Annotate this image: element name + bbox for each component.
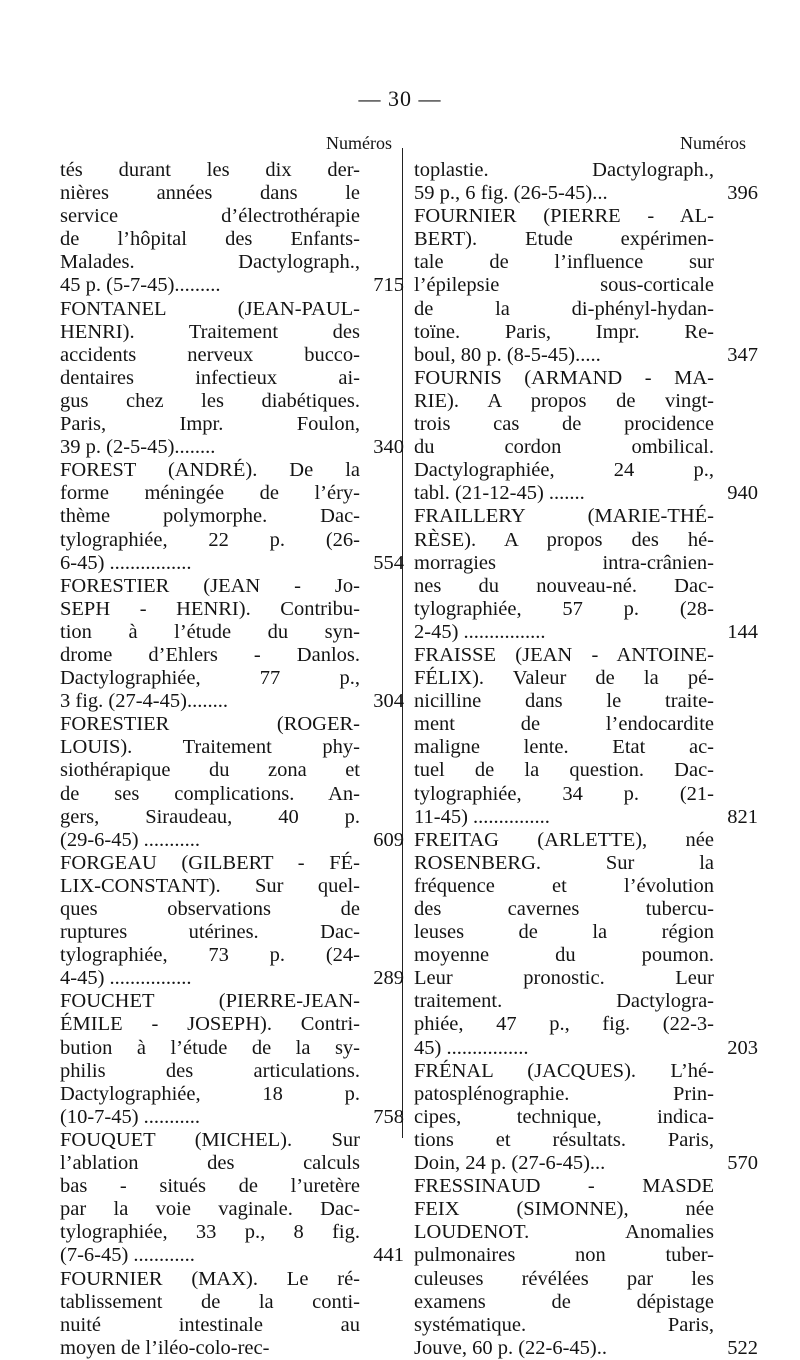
entry-line: FRÉNAL (JACQUES). L’hé- — [414, 1059, 714, 1082]
entry-line: ruptures utérines. Dac- — [60, 921, 360, 944]
entry-number: 340 — [373, 436, 404, 459]
entry-number: 347 — [727, 343, 758, 366]
entry-line: leuses de la région — [414, 921, 714, 944]
entry-line: tés durant les dix der- — [60, 159, 360, 181]
entry-line: FRESSINAUD - MASDE — [414, 1175, 714, 1198]
entry-line: 45) ................ — [414, 1036, 529, 1059]
right-column — [414, 133, 758, 1360]
entry-line: Dactylographiée, 18 p. — [60, 1082, 360, 1105]
entry-line: des cavernes tubercu- — [414, 898, 714, 920]
entry-line: tylographiée, 73 p. (24- — [60, 944, 360, 967]
entry-line: dentaires infectieux ai- — [60, 366, 360, 389]
entry-line: FOURNIER (MAX). Le ré- — [60, 1267, 360, 1290]
entry-line: FREITAG (ARLETTE), née — [414, 828, 714, 851]
entry-line: tuel de la question. Dac- — [414, 759, 714, 782]
entry-line: LIX-CONSTANT). Sur quel- — [60, 874, 360, 897]
entry-line: morragies intra-crânien- — [414, 551, 714, 574]
entry-line: nières années dans le — [60, 182, 360, 205]
index-entry — [414, 1175, 758, 1360]
entry-line: tion à l’étude du syn- — [60, 620, 360, 643]
entry-line: tablissement de la conti- — [60, 1290, 360, 1313]
entry-line: ROSENBERG. Sur la — [414, 851, 714, 874]
index-entry — [60, 851, 404, 991]
entry-line: 59 p., 6 fig. (26-5-45)... — [414, 182, 608, 205]
entry-line: service d’électrothérapie — [60, 205, 360, 228]
entry-line: FRAILLERY (MARIE-THÉ- — [414, 505, 714, 528]
entry-number: 758 — [373, 1105, 404, 1128]
entry-line: FOUCHET (PIERRE-JEAN- — [60, 990, 360, 1013]
index-entry — [60, 1128, 404, 1268]
left-column — [60, 133, 404, 1360]
entry-line: Jouve, 60 p. (22-6-45).. — [414, 1336, 608, 1359]
entry-line: (7-6-45) ............ — [60, 1244, 195, 1267]
entry-number: 940 — [727, 482, 758, 505]
page-number: — 30 — — [358, 86, 442, 111]
entry-line: nes du nouveau-né. Dac- — [414, 574, 714, 597]
entry-line: FORGEAU (GILBERT - FÉ- — [60, 851, 360, 874]
entry-line: pulmonaires non tuber- — [414, 1244, 714, 1267]
entry-line: moyen de l’iléo-colo-rec- — [60, 1336, 270, 1359]
entries — [60, 159, 404, 1360]
entry-line: l’ablation des calculs — [60, 1152, 360, 1175]
index-entry — [414, 828, 758, 1060]
entry-line: ment de l’endocardite — [414, 713, 714, 736]
index-entry — [60, 297, 404, 460]
entry-line: toplastie. Dactylograph., — [414, 159, 714, 181]
entry-line: FRAISSE (JEAN - ANTOINE- — [414, 643, 714, 666]
entry-line: nuité intestinale au — [60, 1313, 360, 1336]
entry-line: Dactylographiée, 77 p., — [60, 667, 360, 690]
entry-number: 304 — [373, 690, 404, 713]
entry-line: siothérapique du zona et — [60, 759, 360, 782]
entry-line: Leur pronostic. Leur — [414, 967, 714, 990]
entry-line: 11-45) ............... — [414, 805, 550, 828]
index-entry — [414, 159, 758, 205]
entry-line: ÉMILE - JOSEPH). Contri- — [60, 1013, 360, 1036]
entry-number: 441 — [373, 1244, 404, 1267]
entry-line: toïne. Paris, Impr. Re- — [414, 320, 714, 343]
entry-line: phiée, 47 p., fig. (22-3- — [414, 1013, 714, 1036]
entry-line: FORESTIER (ROGER- — [60, 713, 360, 736]
entry-line: par la voie vaginale. Dac- — [60, 1198, 360, 1221]
entry-line: 2-45) ................ — [414, 620, 546, 643]
entry-line: l’épilepsie sous-corticale — [414, 274, 714, 297]
entry-line: Paris, Impr. Foulon, — [60, 413, 360, 436]
entry-line: tions et résultats. Paris, — [414, 1128, 714, 1151]
index-entry — [60, 1268, 360, 1360]
entry-line: fréquence et l’évolution — [414, 874, 714, 897]
entry-line: systématique. Paris, — [414, 1313, 714, 1336]
entry-line: 3 fig. (27-4-45)........ — [60, 690, 228, 713]
entry-line: FOURNIS (ARMAND - MA- — [414, 366, 714, 389]
entry-line: RIE). A propos de vingt- — [414, 389, 714, 412]
entry-line: tylographiée, 22 p. (26- — [60, 528, 360, 551]
entry-number: 289 — [373, 967, 404, 990]
entry-line: gers, Siraudeau, 40 p. — [60, 805, 360, 828]
index-entry — [414, 505, 758, 644]
entry-line: drome d’Ehlers - Danlos. — [60, 643, 360, 666]
entry-line: culeuses révélées par les — [414, 1267, 714, 1290]
entry-line: FÉLIX). Valeur de la pé- — [414, 667, 714, 690]
column-header: Numéros — [326, 133, 392, 153]
entry-line: examens de dépistage — [414, 1290, 714, 1313]
entry-line: patosplénographie. Prin- — [414, 1082, 714, 1105]
entry-number: 203 — [727, 1036, 758, 1059]
index-entry — [60, 990, 404, 1129]
entry-line: trois cas de procidence — [414, 413, 714, 436]
entry-number: 609 — [373, 828, 404, 851]
index-entry — [414, 205, 758, 367]
entry-line: FORESTIER (JEAN - Jo- — [60, 574, 360, 597]
entry-line: (10-7-45) ........... — [60, 1105, 201, 1128]
entry-line: RÈSE). A propos des hé- — [414, 528, 714, 551]
entry-line: de ses complications. An- — [60, 782, 360, 805]
entry-number: 570 — [727, 1152, 758, 1175]
entry-line: Doin, 24 p. (27-6-45)... — [414, 1152, 606, 1175]
entry-line: 45 p. (5-7-45)......... — [60, 274, 221, 297]
entry-line: FONTANEL (JEAN-PAUL- — [60, 297, 360, 320]
entry-line: nicilline dans le traite- — [414, 690, 714, 713]
entry-line: FOREST (ANDRÉ). De la — [60, 459, 360, 482]
entry-line: bution à l’étude de la sy- — [60, 1036, 360, 1059]
entry-line: du cordon ombilical. — [414, 436, 714, 459]
entry-line: philis des articulations. — [60, 1059, 360, 1082]
index-entry — [60, 713, 404, 852]
entry-number: 821 — [727, 805, 758, 828]
index-entry — [60, 459, 404, 574]
entry-number: 522 — [727, 1336, 758, 1359]
entry-line: 6-45) ................ — [60, 551, 192, 574]
entry-line: gus chez les diabétiques. — [60, 389, 360, 412]
entry-line: tylographiée, 34 p. (21- — [414, 782, 714, 805]
entry-number: 144 — [727, 620, 758, 643]
entry-line: de la di-phényl-hydan- — [414, 297, 714, 320]
entry-line: tale de l’influence sur — [414, 251, 714, 274]
entry-line: HENRI). Traitement des — [60, 320, 360, 343]
column-header: Numéros — [680, 133, 746, 153]
index-entry — [414, 643, 758, 829]
index-entry — [414, 366, 758, 506]
index-entry — [60, 574, 404, 714]
entry-line: FEIX (SIMONNE), née — [414, 1198, 714, 1221]
entry-line: FOUQUET (MICHEL). Sur — [60, 1128, 360, 1151]
entry-line: BERT). Etude expérimen- — [414, 228, 714, 251]
entry-line: bas - situés de l’uretère — [60, 1175, 360, 1198]
entry-line: accidents nerveux bucco- — [60, 343, 360, 366]
index-entry — [414, 1059, 758, 1175]
entry-line: cipes, technique, indica- — [414, 1105, 714, 1128]
entry-number: 554 — [373, 551, 404, 574]
entry-number: 715 — [373, 274, 404, 297]
entry-line: tabl. (21-12-45) ....... — [414, 482, 585, 505]
entry-number: 396 — [727, 182, 758, 205]
entry-line: Dactylographiée, 24 p., — [414, 459, 714, 482]
index-entry — [60, 159, 404, 298]
entry-line: de l’hôpital des Enfants- — [60, 228, 360, 251]
entry-line: tylographiée, 57 p. (28- — [414, 597, 714, 620]
entry-line: SEPH - HENRI). Contribu- — [60, 597, 360, 620]
entry-line: Malades. Dactylograph., — [60, 251, 360, 274]
entry-line: 4-45) ................ — [60, 967, 192, 990]
entry-line: (29-6-45) ........... — [60, 828, 201, 851]
entry-line: moyenne du poumon. — [414, 944, 714, 967]
entry-line: maligne lente. Etat ac- — [414, 736, 714, 759]
entry-line: tylographiée, 33 p., 8 fig. — [60, 1221, 360, 1244]
entry-line: LOUIS). Traitement phy- — [60, 736, 360, 759]
entry-line: FOURNIER (PIERRE - AL- — [414, 205, 714, 228]
entries — [414, 159, 758, 1360]
entry-line: ques observations de — [60, 898, 360, 920]
entry-line: thème polymorphe. Dac- — [60, 505, 360, 528]
entry-line: boul, 80 p. (8-5-45)..... — [414, 343, 601, 366]
entry-line: 39 p. (2-5-45)........ — [60, 436, 216, 459]
entry-line: traitement. Dactylogra- — [414, 990, 714, 1013]
entry-line: LOUDENOT. Anomalies — [414, 1221, 714, 1244]
entry-line: forme méningée de l’éry- — [60, 482, 360, 505]
